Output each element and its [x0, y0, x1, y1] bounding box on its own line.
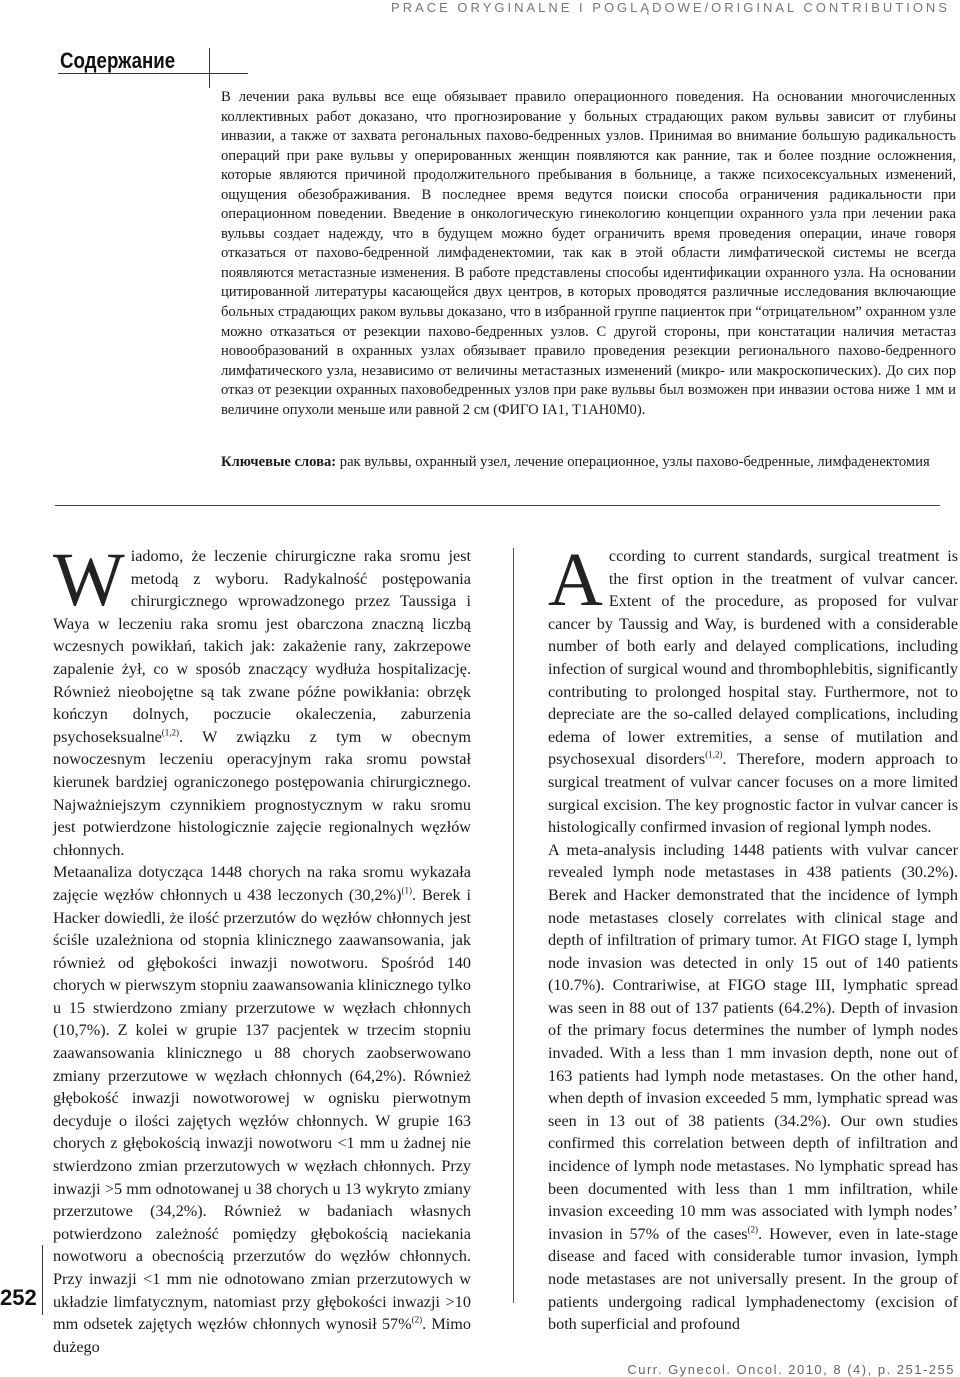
english-p2-text: A meta-analysis including 1448 patients with vulvar cancer revealed lymph node metastases in 438 patients (30.2%). Berek and Hacker demonstrated that the incidence of lymph node metastases closely correlates with clinical stage and depth of infiltration of primary tumor. At FIGO stage I, lymph node invasion was detected in only 15 out of 140 patients (10.7%). Contrariwise, at FIGO stage III, lymphatic spread was seen in 88 out of 137 patients (64.2%). Depth of invasion of the primary focus determines the number of lymph nodes invaded. With a less than 1 mm invasion depth, none out of 163 patients had lymph node metastases. On the other hand, when depth of invasion exceeded 5 mm, lymphatic spread was seen in 13 out of 38 patients (34.2%). Our own studies confirmed this correlation between depth of infiltration and incidence of lymph node metastases. No lymphatic spread has been documented with less than 1 mm infiltration, while invasion exceeding 10 mm was associated with lymph nodes’ invasion in 57% of the cases	[548, 840, 958, 1243]
english-paragraph-2	[548, 839, 958, 1336]
citation-sup: (1)	[401, 885, 413, 896]
polish-paragraph-2	[53, 861, 471, 1358]
english-paragraph-1	[548, 538, 958, 839]
footer-citation: Curr. Gynecol. Oncol. 2010, 8 (4), p. 251-255	[627, 1362, 955, 1377]
section-title: Содержание	[60, 48, 176, 73]
polish-p1-text-cont: . W związku z tym w obecnym nowoczesnym leczeniu operacyjnym raka sromu powstał kierunek bardziej ograniczonego postępowania chirurgicznego. Najważniejszym czynnikiem prognostycznym w raku sromu jest potwierdzone histologicznie zajęcie regionalnych węzłów chłonnych.	[53, 727, 471, 859]
polish-paragraph-1	[53, 538, 471, 861]
english-p2-text-cont: . However, even in late-stage disease and faced with considerable tumor invasion, lymph node metastases are not universally present. In the group of patients undergoing radical lymphadenectomy (excision of both superficial and profound	[548, 1224, 959, 1334]
polish-p2-text-end: . Mimo dużego	[53, 1315, 471, 1356]
english-dropcap: A	[548, 538, 603, 622]
polish-dropcap: W	[53, 538, 125, 622]
english-p1-text: ccording to current standards, surgical treatment is the first option in the treatment of vulvar cancer. Extent of the procedure, as proposed for vulvar cancer by Taussig and Way, is burdened with a considerable number of both early and delayed complications, including infection of surgical wound and thrombophlebitis, significantly contributing to prolonged hospital stay. Furthermore, not to depreciate are the so-called delayed complications, including edema of lower extremities, a sense of mutilation and psychosexual disorders	[548, 547, 958, 769]
page-number-rule	[42, 1245, 43, 1315]
column-divider	[513, 548, 514, 1303]
polish-column	[53, 538, 471, 1358]
abstract-text: В лечении рака вульвы все еще обязывает правило операционного поведения. На основании многочисленных коллективных работ доказано, что прогнозирование у больных страдающих раком вульвы зависит от глубины инвазии, а также от захвата регональных пахово-бедренных узлов. Принимая во внимание большую радикальность операций при раке вульвы у оперированных женщин появляются как ранние, так и более поздние осложнения, которые являются причиной продолжительного пребывания в больнице, а также психосексуальных изменений, ощущения обезображивания. В последнее время ведутся поиски способа ограничения радикальности при операционном поведении. Введение в онкологическую гинекологию концепции охранного узла при лечении рака вульвы создает надежду, что в будущем можно будет ограничить время проведения операции, иначе говоря отказаться от пахово-бедренной лимфаденектомии, так как в этой области лимфатической системы не всегда появляются метастазные изменения. В работе представлены способы идентификации охранного узла. На основании цитированной литературы касающейся двух центров, в которых проводятся различные исследования включающие больных страдающих раком вульвы доказано, что в избранной группе пациенток при “отрицательном” охранном узле можно отказаться от резекции пахово-бедренных узлов. С другой стороны, при констатации наличия метастаз новообразований в охранных узлах обязывает правило проведения резекции регионального пахово-бедренного лимфатического узла, независимо от величины метастазных изменений (микро- или макроскопических). До сих пор отказ от резекции охранных паховобедренных узлов при раке вульвы был возможен при инвазии остова ниже 1 мм и величине опухоли меньше или равной 2 см (ФИГО IA1, T1AH0M0).	[221, 89, 956, 418]
english-p1-text-cont: . Therefore, modern approach to surgical treatment of vulvar cancer focuses on a more limited surgical excision. The key prognostic factor in vulvar cancer is histologically confirmed invasion of regional lymph nodes.	[548, 750, 958, 837]
running-head: PRACE ORYGINALNE I POGLĄDOWE/ORIGINAL CONTRIBUTIONS	[391, 0, 950, 15]
keywords-label: Ключевые слова:	[221, 454, 337, 470]
abstract	[221, 88, 956, 420]
page-number: 252	[0, 1285, 37, 1310]
section-separator	[55, 505, 940, 506]
citation-sup: (2)	[747, 1224, 759, 1235]
citation-sup: (2)	[411, 1314, 423, 1325]
title-rule	[58, 73, 248, 74]
citation-sup: (1,2)	[705, 749, 723, 760]
keywords-text: рак вульвы, охранный узел, лечение операционное, узлы пахово-бедренные, лимфаденектомия	[336, 454, 930, 470]
polish-p1-text: iadomo, że leczenie chirurgiczne raka sromu jest metodą z wyboru. Radykalność postępowania chirurgicznego wprowadzonego przez Taussiga i Waya w leczeniu raka sromu jest obarczona znaczną liczbą wczesnych powikłań, takich jak: zakażenie rany, zakrzepowe zapalenie żył, co w sposób znaczący wydłuża hospitalizację. Również nieobojętne są tak zwane późne powikłania: obrzęk kończyn dolnych, poczucie okaleczenia, zaburzenia psychoseksualne	[53, 547, 471, 746]
polish-p2-text: Metaanaliza dotycząca 1448 chorych na raka sromu wykazała zajęcie węzłów chłonnych u 438 leczonych (30,2%)	[53, 863, 471, 904]
english-column	[548, 538, 959, 1336]
citation-sup: (1,2)	[161, 727, 180, 738]
title-rule-vertical	[209, 48, 210, 88]
keywords	[221, 453, 956, 472]
polish-p2-text-cont: . Berek i Hacker dowiedli, że ilość przerzutów do węzłów chłonnych jest ściśle uzależniona od stopnia klinicznego zaawansowania, jak również od głębokości inwazji nowotworu. Spośród 140 chorych w pierwszym stopniu zaawansowania klinicznego tylko u 15 stwierdzono zmiany przerzutowe w węzłach chłonnych (10,7%). Z kolei w grupie 137 pacjentek w trzecim stopniu zaawansowania klinicznego u 88 chorych zaobserwowano zmiany przerzutowe w węzłach chłonnych (64,2%). Również głębokość inwazji nowotworowej w ognisku pierwotnym decyduje o ilości zajętych węzłów chłonnych. W grupie 163 chorych z głębokością inwazji nowotworu <1 mm u żadnej nie stwierdzono zmian przerzutowych w węzłach chłonnych. Przy inwazji >5 mm odnotowanej u 38 chorych u 13 wykryto zmiany przerzutowe (34,2%). Również w badaniach własnych potwierdzono zależność pomiędzy głębokością naciekania nowotworu a obecnością przerzutów do węzłów chłonnych. Przy inwazji <1 mm nie odnotowano zmian przerzutowych w układzie limfatycznym, natomiast przy głębokości inwazji >10 mm odsetek zajętych węzłów chłonnych wynosił 57%	[53, 885, 471, 1334]
